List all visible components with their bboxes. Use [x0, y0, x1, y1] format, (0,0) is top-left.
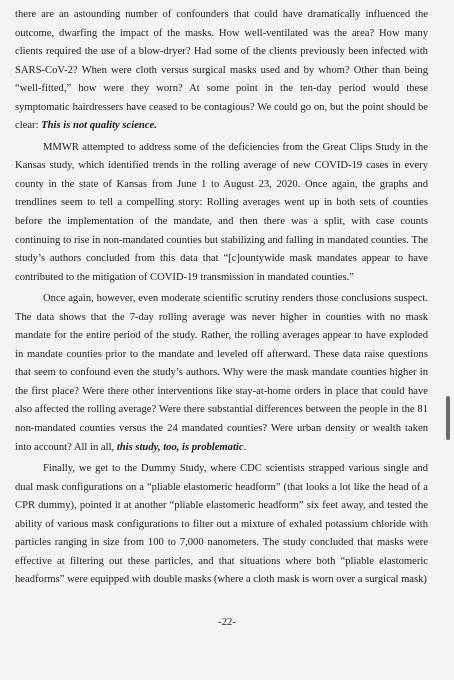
text-line: required the use of a blow-dryer? Had some of the clients previously been infected with SARS-	[15, 46, 428, 76]
text-line: how were they worn? At some point in the ten-day period would these symptomatic hairdressers	[15, 83, 429, 113]
text-line: there are an astounding number of confounders that could have dramatically influenced the	[15, 9, 428, 20]
emphasis-science: science.	[122, 120, 157, 132]
paragraph-kansas-study	[15, 139, 428, 287]
text-line: confound even the study’s authors. Why were the mask mandate counties higher in the first place?	[15, 367, 428, 397]
emphasis-problematic: this study, too, is problematic	[116, 441, 244, 453]
text-line: headforms” were equipped with double masks (where a cloth mask is worn over a surgical mask)	[15, 574, 427, 586]
text-line: have ceased to be contagious? We could go on, but the point should be clear:	[15, 101, 428, 132]
scrollbar-thumb[interactable]	[446, 396, 450, 440]
text-line: Once again, however, even moderate scientific scrutiny renders those conclusions suspect.	[43, 293, 428, 305]
text-line: ability of various mask configurations to filter out a mixture of exhaled potassium chloride with	[15, 518, 428, 530]
text-line: concluded from this data that “[c]ountywide mask mandates appear to have contributed to the	[15, 253, 428, 283]
text-line: effective at filtering out these particles, and that situations where both “pliable elastomeric	[15, 555, 428, 567]
paragraph-scrutiny	[15, 290, 428, 457]
text-line: county in the state of Kansas from June 1 to August 23, 2020. Once again, the graphs and	[15, 178, 428, 190]
text-line: outcome, dwarfing the impact of the masks. How well-ventilated was the area? How many clients	[15, 27, 428, 58]
text-line: Were there other interventions like stay-at-home orders in place that could have also affected the	[15, 385, 428, 416]
text-line: rolling average? Were there substantial differences between the people in the 81 non-mandated	[15, 404, 428, 435]
text-line: dual mask configurations on a “pliable elastomeric headform” (that looks a lot like the head of a	[15, 481, 428, 493]
text-line: counties prior to the mandate and leveled off afterward. These data raise questions that seem to	[15, 348, 428, 379]
emphasis-quality: This is not quality	[41, 120, 120, 132]
text-line: Finally, we get to the Dummy Study, where CDC scientists strapped various single and	[43, 463, 428, 475]
text-line: mitigation of COVID-19 transmission in mandated counties.”	[92, 271, 354, 283]
text-line: trendlines seem to tell a compelling story: Rolling averages went up in both sets of counties before	[15, 197, 428, 228]
text-line: for the entire period of the study. Rather, the rolling averages appear to have exploded in mandate	[15, 330, 428, 360]
text-line: The data shows that the 7-day rolling average was never higher in counties with no mask mandate	[15, 311, 428, 342]
text-line: .	[243, 441, 247, 453]
text-line: in all,	[90, 441, 117, 453]
text-line: Kansas study, which identified trends in the rolling average of new COVID-19 cases in every	[15, 160, 428, 172]
text-line: counties versus the 24 mandated counties? Were urban density or wealth taken into account? All	[15, 423, 428, 453]
page-number: -22-	[218, 617, 236, 628]
text-line: particles ranging in size from 100 to 7,000 nanometers. The study concluded that masks were	[15, 537, 428, 549]
text-line: in non-mandated counties but stabilizing and falling in mandated counties. The study’s authors	[15, 234, 428, 265]
paragraph-confounders	[15, 6, 428, 136]
text-line: CPR dummy), pointed it at another “pliable elastomeric headform” six feet away, and tested the	[15, 500, 428, 512]
paragraph-dummy-study	[15, 460, 428, 590]
text-line: MMWR attempted to address some of the deficiencies from the Great Clips Study in the	[43, 141, 428, 153]
text-line: the implementation of the mandate, and then there was a split, with case counts continuing to rise	[15, 216, 428, 246]
text-line: CoV-2? When were cloth versus surgical masks used and by whom? Other than being “well-fitted,”	[15, 64, 428, 95]
